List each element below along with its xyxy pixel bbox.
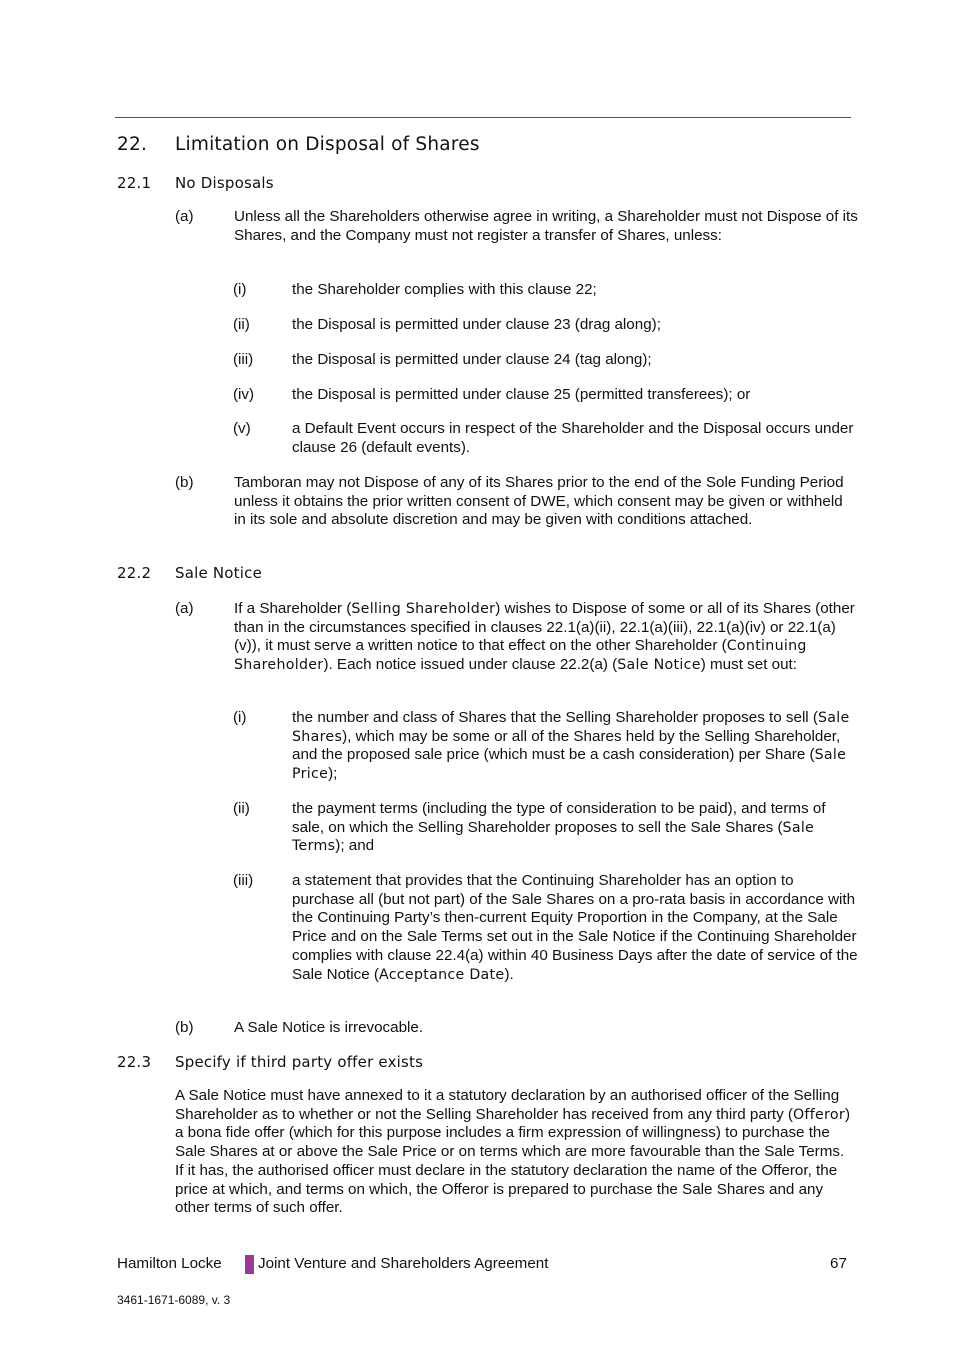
item-text: the Disposal is permitted under clause 25 (permitted transferees); or	[292, 386, 751, 403]
footer-firm-name: Hamilton Locke	[117, 1255, 222, 1272]
item-text: A Sale Notice is irrevocable.	[234, 1019, 424, 1036]
subclause-number: 22.1	[117, 174, 152, 192]
defined-term: Sale Shares	[292, 710, 850, 745]
item-text: the payment terms (including the type of consideration to be paid), and terms of sale, on which the Selling Shareholder proposes to sell the Sale Shares (Sale Terms); and	[292, 800, 826, 855]
subclause-title: Sale Notice	[175, 564, 262, 582]
item-text: If a Shareholder (Selling Shareholder) wishes to Dispose of some or all of its Shares (other than in the circumstances specified in clauses 22.1(a)(ii), 22.1(a)(iii), 22.1(a)(iv) or 22.1(a)(v)), it must serve a written notice to that effect on the other Shareholder (Continuing Shareholder). Each notice issued under clause 22.2(a) (Sale Notice) must set out:	[234, 600, 855, 674]
item-text: the Shareholder complies with this clause 22;	[292, 281, 597, 298]
item-text: Tamboran may not Dispose of any of its Shares prior to the end of the Sole Funding Period unless it obtains the prior written consent of DWE, which consent may be given or withheld in its sole and absolute discretion and may be given with conditions attached.	[234, 474, 844, 529]
clause-22-3-text: A Sale Notice must have annexed to it a statutory declaration by an authorised officer of the Selling Shareholder as to whether or not the Selling Shareholder has received from any third party (Offeror) a bona fide offer (which for this purpose includes a firm expression of willingness) to purchase the Sale Shares at or above the Sale Price or on terms which are more favourable than the Sale Terms. If it has, the authorised officer must declare in the statutory declaration the name of the Offeror, the price at which, and terms on which, the Offeror is prepared to purchase the Sale Shares and any other terms of such offer.	[175, 1087, 851, 1217]
footer-accent-bar	[245, 1255, 254, 1274]
defined-term: Offeror	[792, 1106, 845, 1123]
clause-number: 22.	[117, 134, 148, 155]
document-id: 3461-1671-6089, v. 3	[117, 1293, 231, 1307]
item-text: a Default Event occurs in respect of the Shareholder and the Disposal occurs under clause 26 (default events).	[292, 420, 854, 456]
item-label: (iii)	[233, 351, 254, 368]
item-label: (b)	[175, 1019, 194, 1036]
item-label: (v)	[233, 420, 251, 437]
item-label: (i)	[233, 709, 247, 726]
item-text: a statement that provides that the Continuing Shareholder has an option to purchase all (but not part) of the Sale Shares on a pro-rata basis in accordance with the Continuing Party’s then-current Equity Proportion in the Company, at the Sale Price and on the Sale Terms set out in the Sale Notice if the Continuing Shareholder complies with clause 22.4(a) within 40 Business Days after the date of service of the Sale Notice (Acceptance Date).	[292, 872, 858, 983]
defined-term: Acceptance Date	[378, 966, 505, 983]
subclause-number: 22.3	[117, 1053, 152, 1071]
defined-term: Continuing Shareholder	[234, 638, 807, 674]
subclause-number: 22.2	[117, 564, 152, 582]
defined-term: Sale Price	[292, 747, 847, 783]
item-text: the Disposal is permitted under clause 24 (tag along);	[292, 351, 652, 368]
item-label: (ii)	[233, 800, 250, 817]
item-text: the number and class of Shares that the Selling Shareholder proposes to sell (Sale Shares), which may be some or all of the Shares held by the Selling Shareholder, and the proposed sale price (which must be a cash consideration) per Share (Sale Price);	[292, 709, 850, 783]
page-number: 67	[830, 1255, 847, 1272]
defined-term: Sale Terms	[292, 819, 815, 855]
item-label: (a)	[175, 208, 194, 225]
subclause-title: Specify if third party offer exists	[175, 1053, 424, 1071]
item-label: (iv)	[233, 386, 255, 403]
subclause-title: No Disposals	[175, 174, 274, 192]
footer-document-title: Joint Venture and Shareholders Agreement	[258, 1255, 549, 1272]
header-rule	[115, 117, 851, 118]
item-label: (iii)	[233, 872, 254, 889]
item-label: (i)	[233, 281, 247, 298]
item-label: (b)	[175, 474, 194, 491]
item-text: Unless all the Shareholders otherwise agree in writing, a Shareholder must not Dispose of its Shares, and the Company must not register a transfer of Shares, unless:	[234, 208, 858, 244]
defined-term: Selling Shareholder	[351, 601, 496, 617]
clause-title: Limitation on Disposal of Shares	[175, 134, 480, 155]
item-label: (ii)	[233, 316, 250, 333]
item-label: (a)	[175, 600, 194, 617]
defined-term: Sale Notice	[617, 657, 701, 674]
item-text: the Disposal is permitted under clause 23 (drag along);	[292, 316, 661, 333]
